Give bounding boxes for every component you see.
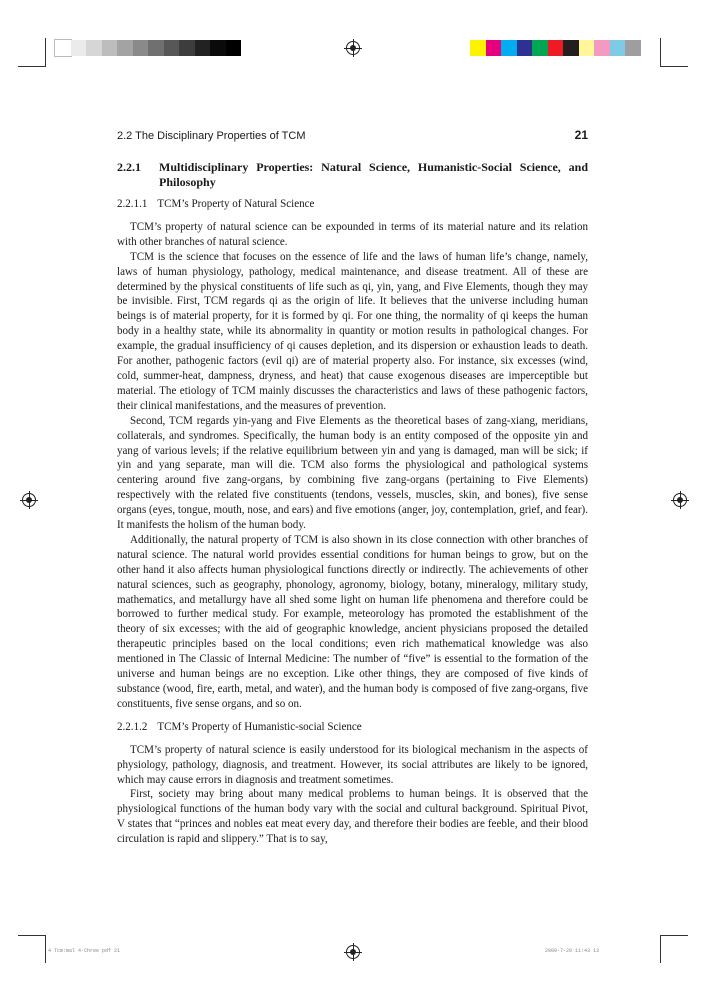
color-swatch (179, 40, 195, 56)
color-swatch (71, 40, 87, 56)
color-swatch (55, 40, 71, 56)
subsection-number: 2.2.1.1 (117, 198, 148, 210)
registration-mark-bottom-icon (346, 945, 360, 959)
footer-timestamp: 2009-7-20 11:43 13 (545, 948, 600, 954)
registration-mark-left-icon (22, 493, 36, 507)
crop-mark (660, 935, 688, 936)
color-swatch (501, 40, 517, 56)
crop-mark (18, 66, 46, 67)
crop-mark (45, 38, 46, 66)
grayscale-color-strip (55, 40, 241, 56)
color-swatch (579, 40, 595, 56)
color-swatch (86, 40, 102, 56)
subsection-title: TCM’s Property of Natural Science (157, 198, 315, 210)
paragraph: First, society may bring about many medical problems to human beings. It is observed that the physiological functions of the human body vary with the social and cultural background. Spiritual Pivot, V states that “princes and nobles eat meat every day, and therefore their bodies are feeble, and their blood circulation is rapid and slippery.” That is to say, (117, 788, 588, 846)
color-swatch (517, 40, 533, 56)
section-heading (117, 160, 588, 189)
color-swatch (594, 40, 610, 56)
crop-mark (18, 935, 46, 936)
crop-mark (660, 38, 661, 66)
section-number: 2.2.1 (117, 160, 141, 174)
running-title: 2.2 The Disciplinary Properties of TCM (117, 130, 306, 142)
paragraph: TCM’s property of natural science can be expounded in terms of its material nature and its relation with other branches of natural science. (117, 220, 588, 248)
paragraph: Second, TCM regards yin-yang and Five Elements as the theoretical bases of zang-xiang, meridians, collaterals, and syndromes. Specifically, the human body is an entity composed of the opposite yin and yang of various levels; if the relative equilibrium between yin and yang is damaged, man will be sick; if yin and yang separate, man will die. TCM also forms the physiological and pathological systems centering around five zang-organs, by combining five zang-organs (pertaining to Five Elements) respectively with the related five constituents (tendons, vessels, muscles, skin, and bones), five sense organs (eyes, tongue, mouth, nose, and ears) and five emotions (anger, joy, contemplation, grief, and fear). It manifests the holism of the human body. (117, 414, 588, 532)
paragraph: Additionally, the natural property of TCM is also shown in its close connection with other branches of natural science. The natural world provides essential conditions for human beings to grow, but on the other hand it also affects human physiological functions directly or indirectly. The achievements of other natural sciences, such as geography, phonology, agronomy, biology, botany, mineralogy, military study, mathematics, and metallurgy have all shed some light on human life phenomena and therefore could be borrowed to further medical study. For example, meteorology has promoted the establishment of the theory of six excesses; with the aid of geographic knowledge, ancient physicians proposed the detailed therapeutic principles based on the local conditions; even rich mathematical knowledge was also mentioned in The Classic of Internal Medicine: The number of “five” is essential to the formation of the universe and human beings are no exception. Like other things, they are composed of five kinds of substance (wood, fire, earth, metal, and water), and the human body is composed of five zang-organs, five constituents, five sense organs, and so on. (117, 533, 588, 710)
crop-mark (660, 66, 688, 67)
running-header (117, 128, 588, 142)
subsection-heading (117, 720, 588, 735)
color-swatch (610, 40, 626, 56)
page-body (117, 160, 588, 847)
registration-mark-right-icon (673, 493, 687, 507)
crop-mark (45, 935, 46, 963)
color-swatch (532, 40, 548, 56)
subsection-number: 2.2.1.2 (117, 720, 148, 733)
color-swatch (195, 40, 211, 56)
color-swatch (563, 40, 579, 56)
cmyk-color-strip (470, 40, 641, 56)
color-swatch (226, 40, 242, 56)
subsection-heading (117, 197, 588, 212)
paragraph: TCM is the science that focuses on the essence of life and the laws of human life’s change, namely, laws of human physiology, pathology, medical maintenance, and disease treatment. All of these are determined by the physical constituents of life such as qi, yin, yang, and Five Elements, though they may be invisible. First, TCM regards qi as the origin of life. It believes that the universe including human beings is of material property, for it is formed by qi. For one thing, the normality of qi keeps the human body in a healthy state, while its abnormality in quantity or motion results in pathological changes. For example, the gradual insufficiency of qi causes depletion, and its dispersion or exhaustion leads to death. For another, pathogenic factors (evil qi) are of material property also. For instance, six excesses (wind, cold, summer-heat, dampness, dryness, and heat) that cause exogenous diseases are imperceptible but material. The etiology of TCM mainly discusses the characteristics and laws of these pathogenic factors, their clinical manifestations, and the measures of prevention. (117, 250, 588, 412)
color-swatch (164, 40, 180, 56)
color-swatch (117, 40, 133, 56)
paragraph: TCM’s property of natural science is easily understood for its biological mechanism in the aspects of physiology, pathology, diagnosis, and treatment. However, its social attributes are likely to be ignored, which may cause errors in diagnosis and treatment sometimes. (117, 743, 588, 786)
crop-mark (660, 935, 661, 963)
registration-mark-top-icon (346, 41, 360, 55)
color-swatch (486, 40, 502, 56)
page-number: 21 (574, 128, 588, 142)
color-swatch (133, 40, 149, 56)
color-swatch (548, 40, 564, 56)
section-title: Multidisciplinary Properties: Natural Science, Humanistic-Social Science, and Philosophy (159, 160, 588, 189)
color-swatch (148, 40, 164, 56)
footer-file-slug: 4 Tcm:mal 4-Chree pdf 21 (48, 948, 121, 954)
subsection-title: TCM’s Property of Humanistic-social Science (157, 720, 362, 733)
color-swatch (625, 40, 641, 56)
color-swatch (470, 40, 486, 56)
color-swatch (102, 40, 118, 56)
color-swatch (210, 40, 226, 56)
